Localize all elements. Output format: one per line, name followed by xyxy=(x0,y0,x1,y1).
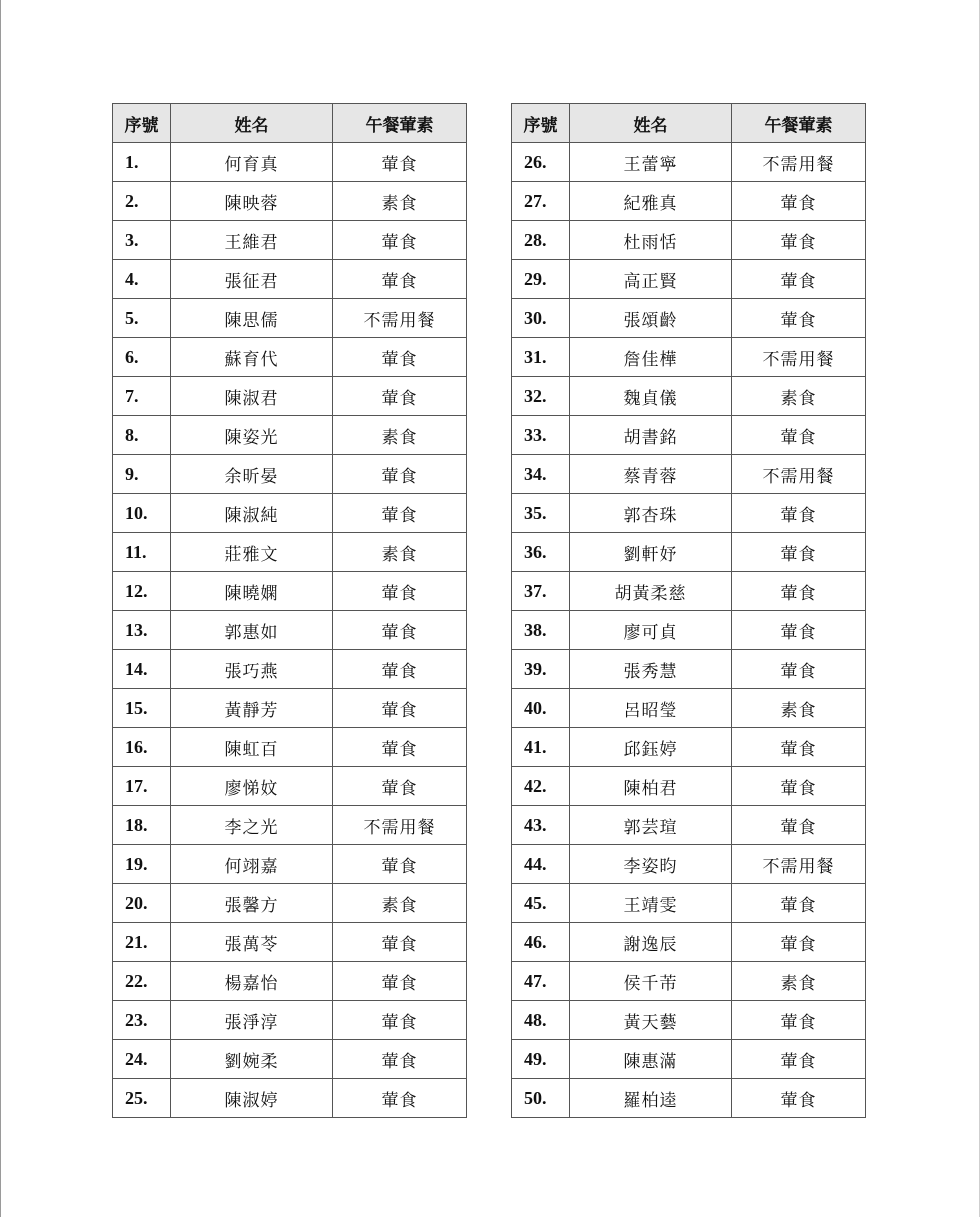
table-row xyxy=(113,338,467,377)
table-row xyxy=(512,884,866,923)
row-number: 49. xyxy=(512,1040,570,1079)
meal-choice: 不需用餐 xyxy=(732,455,866,494)
person-name: 蔡青蓉 xyxy=(570,455,732,494)
meal-choice: 葷食 xyxy=(333,728,467,767)
table-row xyxy=(512,494,866,533)
person-name: 陳淑純 xyxy=(171,494,333,533)
meal-choice: 不需用餐 xyxy=(732,338,866,377)
meal-choice: 葷食 xyxy=(333,494,467,533)
person-name: 胡書銘 xyxy=(570,416,732,455)
row-number: 34. xyxy=(512,455,570,494)
meal-choice: 葷食 xyxy=(732,806,866,845)
person-name: 張萬苓 xyxy=(171,923,333,962)
table-row xyxy=(512,221,866,260)
table-row xyxy=(113,689,467,728)
row-number: 16. xyxy=(113,728,171,767)
meal-choice: 葷食 xyxy=(732,767,866,806)
meal-choice: 葷食 xyxy=(732,1079,866,1118)
person-name: 王維君 xyxy=(171,221,333,260)
person-name: 郭芸瑄 xyxy=(570,806,732,845)
table-row xyxy=(512,1001,866,1040)
table-row xyxy=(512,923,866,962)
header-name: 姓名 xyxy=(171,104,333,143)
row-number: 26. xyxy=(512,143,570,182)
person-name: 張巧燕 xyxy=(171,650,333,689)
person-name: 楊嘉怡 xyxy=(171,962,333,1001)
meal-choice: 葷食 xyxy=(732,884,866,923)
person-name: 黃靜芳 xyxy=(171,689,333,728)
row-number: 43. xyxy=(512,806,570,845)
header-number: 序號 xyxy=(512,104,570,143)
meal-choice: 不需用餐 xyxy=(732,143,866,182)
header-number: 序號 xyxy=(113,104,171,143)
row-number: 35. xyxy=(512,494,570,533)
meal-choice: 葷食 xyxy=(333,1040,467,1079)
person-name: 謝逸辰 xyxy=(570,923,732,962)
person-name: 陳思儒 xyxy=(171,299,333,338)
table-row xyxy=(113,1001,467,1040)
row-number: 42. xyxy=(512,767,570,806)
row-number: 4. xyxy=(113,260,171,299)
table-row xyxy=(512,533,866,572)
meal-choice: 葷食 xyxy=(732,611,866,650)
row-number: 5. xyxy=(113,299,171,338)
person-name: 羅柏逵 xyxy=(570,1079,732,1118)
person-name: 廖可貞 xyxy=(570,611,732,650)
person-name: 李之光 xyxy=(171,806,333,845)
person-name: 杜雨恬 xyxy=(570,221,732,260)
row-number: 22. xyxy=(113,962,171,1001)
meal-choice: 葷食 xyxy=(732,572,866,611)
row-number: 19. xyxy=(113,845,171,884)
table-row xyxy=(512,143,866,182)
person-name: 郭惠如 xyxy=(171,611,333,650)
person-name: 劉軒妤 xyxy=(570,533,732,572)
row-number: 28. xyxy=(512,221,570,260)
person-name: 侯千芾 xyxy=(570,962,732,1001)
page-edge-left xyxy=(0,0,1,1217)
row-number: 31. xyxy=(512,338,570,377)
row-number: 27. xyxy=(512,182,570,221)
table-row xyxy=(512,845,866,884)
meal-choice: 不需用餐 xyxy=(333,299,467,338)
header-meal: 午餐葷素 xyxy=(333,104,467,143)
table-row xyxy=(512,650,866,689)
person-name: 陳惠滿 xyxy=(570,1040,732,1079)
person-name: 陳淑婷 xyxy=(171,1079,333,1118)
meal-choice: 葷食 xyxy=(333,1079,467,1118)
person-name: 黃天藝 xyxy=(570,1001,732,1040)
person-name: 王靖雯 xyxy=(570,884,732,923)
table-row xyxy=(512,1079,866,1118)
meal-choice: 不需用餐 xyxy=(732,845,866,884)
table-row xyxy=(113,650,467,689)
meal-choice: 葷食 xyxy=(732,494,866,533)
row-number: 30. xyxy=(512,299,570,338)
row-number: 33. xyxy=(512,416,570,455)
meal-choice: 葷食 xyxy=(333,572,467,611)
person-name: 陳淑君 xyxy=(171,377,333,416)
meal-choice: 葷食 xyxy=(732,1001,866,1040)
table-row xyxy=(113,182,467,221)
row-number: 44. xyxy=(512,845,570,884)
table-row xyxy=(113,572,467,611)
person-name: 莊雅文 xyxy=(171,533,333,572)
person-name: 呂昭瑩 xyxy=(570,689,732,728)
row-number: 1. xyxy=(113,143,171,182)
table-row xyxy=(113,299,467,338)
table-row xyxy=(512,728,866,767)
table-row xyxy=(113,260,467,299)
person-name: 陳虹百 xyxy=(171,728,333,767)
table-row xyxy=(512,455,866,494)
meal-choice: 葷食 xyxy=(732,260,866,299)
row-number: 15. xyxy=(113,689,171,728)
person-name: 紀雅真 xyxy=(570,182,732,221)
meal-choice: 葷食 xyxy=(333,767,467,806)
header-name: 姓名 xyxy=(570,104,732,143)
row-number: 7. xyxy=(113,377,171,416)
row-number: 29. xyxy=(512,260,570,299)
row-number: 36. xyxy=(512,533,570,572)
meal-choice: 葷食 xyxy=(732,1040,866,1079)
meal-choice: 葷食 xyxy=(333,611,467,650)
person-name: 高正賢 xyxy=(570,260,732,299)
table-row xyxy=(113,845,467,884)
table-row xyxy=(113,806,467,845)
row-number: 32. xyxy=(512,377,570,416)
roster-body-right xyxy=(512,143,866,1118)
person-name: 張征君 xyxy=(171,260,333,299)
table-row xyxy=(113,962,467,1001)
row-number: 40. xyxy=(512,689,570,728)
table-row xyxy=(113,884,467,923)
person-name: 張馨方 xyxy=(171,884,333,923)
person-name: 胡黃柔慈 xyxy=(570,572,732,611)
meal-choice: 素食 xyxy=(333,884,467,923)
row-number: 6. xyxy=(113,338,171,377)
row-number: 37. xyxy=(512,572,570,611)
person-name: 陳柏君 xyxy=(570,767,732,806)
meal-choice: 葷食 xyxy=(333,260,467,299)
person-name: 廖悌妏 xyxy=(171,767,333,806)
row-number: 41. xyxy=(512,728,570,767)
meal-choice: 不需用餐 xyxy=(333,806,467,845)
table-row xyxy=(512,572,866,611)
person-name: 詹佳樺 xyxy=(570,338,732,377)
roster-table-left xyxy=(112,103,467,1118)
person-name: 何翊嘉 xyxy=(171,845,333,884)
meal-choice: 葷食 xyxy=(732,650,866,689)
table-row xyxy=(113,1040,467,1079)
row-number: 25. xyxy=(113,1079,171,1118)
person-name: 李姿昀 xyxy=(570,845,732,884)
row-number: 21. xyxy=(113,923,171,962)
table-row xyxy=(512,611,866,650)
meal-choice: 素食 xyxy=(732,689,866,728)
person-name: 邱鈺婷 xyxy=(570,728,732,767)
meal-choice: 素食 xyxy=(732,377,866,416)
person-name: 陳曉嫻 xyxy=(171,572,333,611)
row-number: 48. xyxy=(512,1001,570,1040)
table-row xyxy=(512,767,866,806)
table-row xyxy=(512,299,866,338)
meal-choice: 葷食 xyxy=(333,923,467,962)
person-name: 余昕晏 xyxy=(171,455,333,494)
meal-choice: 葷食 xyxy=(333,455,467,494)
header-row xyxy=(113,104,467,143)
person-name: 張淨淳 xyxy=(171,1001,333,1040)
roster-table-right xyxy=(511,103,866,1118)
table-row xyxy=(512,377,866,416)
table-row xyxy=(512,962,866,1001)
row-number: 12. xyxy=(113,572,171,611)
row-number: 18. xyxy=(113,806,171,845)
table-row xyxy=(113,611,467,650)
table-row xyxy=(113,494,467,533)
table-row xyxy=(512,416,866,455)
table-row xyxy=(113,221,467,260)
row-number: 20. xyxy=(113,884,171,923)
row-number: 39. xyxy=(512,650,570,689)
meal-choice: 素食 xyxy=(333,416,467,455)
header-row xyxy=(512,104,866,143)
table-row xyxy=(512,338,866,377)
row-number: 3. xyxy=(113,221,171,260)
table-row xyxy=(113,455,467,494)
person-name: 陳姿光 xyxy=(171,416,333,455)
meal-choice: 葷食 xyxy=(732,416,866,455)
table-row xyxy=(512,182,866,221)
row-number: 46. xyxy=(512,923,570,962)
row-number: 24. xyxy=(113,1040,171,1079)
meal-choice: 葷食 xyxy=(732,923,866,962)
table-row xyxy=(113,923,467,962)
person-name: 張秀慧 xyxy=(570,650,732,689)
meal-choice: 素食 xyxy=(732,962,866,1001)
meal-choice: 葷食 xyxy=(732,299,866,338)
roster-body-left xyxy=(113,143,467,1118)
table-row xyxy=(512,260,866,299)
table-row xyxy=(512,689,866,728)
row-number: 11. xyxy=(113,533,171,572)
meal-choice: 葷食 xyxy=(333,650,467,689)
meal-choice: 葷食 xyxy=(732,728,866,767)
meal-choice: 葷食 xyxy=(732,533,866,572)
row-number: 2. xyxy=(113,182,171,221)
row-number: 17. xyxy=(113,767,171,806)
table-row xyxy=(113,533,467,572)
row-number: 50. xyxy=(512,1079,570,1118)
person-name: 蘇育代 xyxy=(171,338,333,377)
person-name: 張頌齡 xyxy=(570,299,732,338)
table-row xyxy=(113,1079,467,1118)
person-name: 魏貞儀 xyxy=(570,377,732,416)
meal-choice: 素食 xyxy=(333,182,467,221)
table-row xyxy=(113,377,467,416)
meal-choice: 葷食 xyxy=(333,845,467,884)
row-number: 10. xyxy=(113,494,171,533)
table-row xyxy=(512,806,866,845)
row-number: 14. xyxy=(113,650,171,689)
person-name: 陳映蓉 xyxy=(171,182,333,221)
meal-choice: 葷食 xyxy=(333,338,467,377)
person-name: 何育真 xyxy=(171,143,333,182)
meal-choice: 葷食 xyxy=(732,182,866,221)
row-number: 8. xyxy=(113,416,171,455)
meal-choice: 葷食 xyxy=(333,1001,467,1040)
row-number: 9. xyxy=(113,455,171,494)
table-row xyxy=(113,767,467,806)
person-name: 郭杏珠 xyxy=(570,494,732,533)
meal-choice: 素食 xyxy=(333,533,467,572)
row-number: 13. xyxy=(113,611,171,650)
table-row xyxy=(113,416,467,455)
table-row xyxy=(512,1040,866,1079)
person-name: 劉婉柔 xyxy=(171,1040,333,1079)
meal-choice: 葷食 xyxy=(333,689,467,728)
row-number: 47. xyxy=(512,962,570,1001)
table-row xyxy=(113,728,467,767)
header-meal: 午餐葷素 xyxy=(732,104,866,143)
row-number: 45. xyxy=(512,884,570,923)
person-name: 王蕾寧 xyxy=(570,143,732,182)
meal-choice: 葷食 xyxy=(732,221,866,260)
row-number: 38. xyxy=(512,611,570,650)
meal-choice: 葷食 xyxy=(333,221,467,260)
meal-choice: 葷食 xyxy=(333,143,467,182)
table-row xyxy=(113,143,467,182)
meal-choice: 葷食 xyxy=(333,377,467,416)
meal-choice: 葷食 xyxy=(333,962,467,1001)
row-number: 23. xyxy=(113,1001,171,1040)
